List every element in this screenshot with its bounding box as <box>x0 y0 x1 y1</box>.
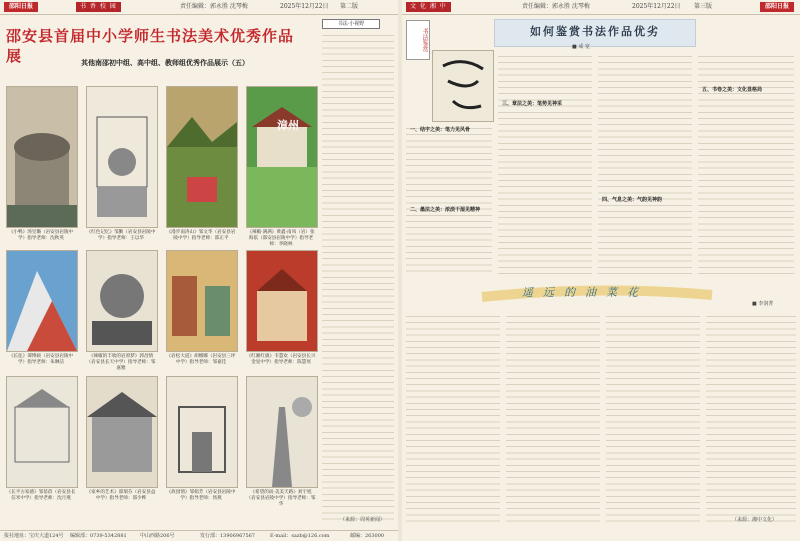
artwork-1-caption: 《小鸭》汤昱璐（岩安县岩陵中学）指导老师：沈秋英 <box>8 230 74 241</box>
header-date: 2025年12月22日 <box>632 3 681 10</box>
header-editor: 责任编辑：郭永胜 沈琴梅 <box>522 3 590 10</box>
section-tag: 书 香 校 园 <box>76 2 121 12</box>
artwork-12-caption: 《希望的雨·美美天路》刘宇旭（岩安县岩陵中学）指导老师：邹华 <box>246 490 316 507</box>
pencil-sketch-icon <box>7 377 77 487</box>
artwork-8-caption: 《红湘红旗》韦慧欢（岩安县长兴金星中学）指导老师：陈慧瑶 <box>246 354 316 365</box>
poem-column-2 <box>506 312 600 527</box>
calligraphy-image <box>432 50 494 122</box>
building-illustration-icon <box>7 87 77 227</box>
article-source: （来源：湘中文化） <box>732 517 778 523</box>
page-title: 邵安县首届中小学师生书法美术优秀作品展 <box>6 27 295 65</box>
poem-column-1 <box>406 312 500 527</box>
newspaper-logo: 邵阳日报 <box>4 2 38 12</box>
road-sketch-icon <box>247 377 317 487</box>
artwork-9 <box>6 376 78 488</box>
artwork-11-caption: 《故园情》邹娟芳（岩安县岩陵中学）指导老师：汤燕 <box>166 490 236 501</box>
sidebar-source: （来源：周英新闻） <box>340 517 386 523</box>
old-house-sketch-icon <box>87 377 157 487</box>
article-column-1 <box>498 52 592 274</box>
artwork-10-caption: 《家乡的艺术》邵瑞芬（岩安县益中学）指导老师：邵少桦 <box>86 490 156 501</box>
poem-author: ■ 李润菁 <box>752 301 774 307</box>
footer-email: E-mail：sazb@126.com <box>270 533 330 539</box>
artwork-1 <box>6 86 78 228</box>
section-tag: 文 化 湘 中 <box>406 2 451 12</box>
artwork-5-caption: 《长征》谭博硕（岩安县岩陵中学）指导老师：朱琳洁 <box>8 354 74 365</box>
article-column-2 <box>598 52 692 274</box>
footer-print: 中山西路206号 <box>140 533 175 539</box>
artwork-3 <box>166 86 238 228</box>
footer-postcode: 邮编：263000 <box>350 533 385 539</box>
section-heading-2: 二、墨法之美：浓淡干湿见精神 <box>410 207 481 213</box>
footer-address: 报社地址：宝庆大道124号 <box>4 533 64 539</box>
header-date: 2025年12月22日 <box>280 3 329 10</box>
artwork-6-caption: 《辣椒的丰收的岩原梦》郭昌情（岩安县长天中学）指导老师：邹嘉雅 <box>86 354 156 371</box>
gate-sketch-icon <box>167 377 237 487</box>
footer-distribution: 发行部：13906967567 <box>200 533 255 539</box>
section-heading-4: 四、气息之美：气韵见神韵 <box>602 197 663 203</box>
artwork-5 <box>6 250 78 352</box>
artwork-2-caption: 《红色记忆》邹勤（岩安县岩陵中学）指导老师：王以华 <box>86 230 156 241</box>
artwork-7 <box>166 250 238 352</box>
artwork-2 <box>86 86 158 228</box>
article-title-box <box>494 19 696 47</box>
artwork-7-caption: 《岩松大道》胡娜娜（岩安县三坪中学）指导老师：邹嘉佳 <box>166 354 236 365</box>
footer-editorial: 编辑部：0739-5342881 <box>70 533 127 539</box>
sidebar-article-text <box>322 31 394 521</box>
artwork-12 <box>246 376 318 488</box>
side-tag: 书法鉴赏 <box>406 20 430 60</box>
landscape-illustration-icon <box>167 87 237 227</box>
ink-sketch-icon <box>87 251 157 351</box>
poem-banner <box>482 283 712 305</box>
header-page: 第三版 <box>694 3 713 10</box>
left-page <box>0 0 398 541</box>
section-heading-1: 一、结字之美：笔力见风骨 <box>410 127 471 133</box>
artwork-10 <box>86 376 158 488</box>
article-title: 如何鉴赏书法作品优劣 <box>530 25 660 38</box>
article-author: ■ 成 宽 <box>572 44 590 50</box>
mountain-illustration-icon <box>7 251 77 351</box>
village-illustration-icon <box>247 87 317 227</box>
page-header <box>402 0 800 15</box>
red-flag-illustration-icon <box>247 251 317 351</box>
artwork-4 <box>246 86 318 228</box>
page-subtitle: 其他南邵初中组、高中组、教师组优秀作品展示（五） <box>81 58 249 67</box>
header-editor: 责任编辑：郭永胜 沈琴梅 <box>180 3 248 10</box>
page-header <box>0 0 398 15</box>
section-heading-5: 五、书卷之美：文化显格局 <box>702 87 763 93</box>
right-page <box>402 0 800 541</box>
artwork-8 <box>246 250 318 352</box>
artwork-9-caption: 《长平古家感》邹蓓蓓（岩安县长信米中学）指导老师：沈月燕 <box>6 490 76 501</box>
section-heading-3: 三、章法之美：笔势见神采 <box>502 101 563 107</box>
page-footer <box>0 530 398 541</box>
artwork-4-caption: 《辣椒·满满》黄鑫·南凤（岩）张海依（邵安县岩陵中学）指导老师：李晓林 <box>247 230 315 247</box>
street-illustration-icon <box>167 251 237 351</box>
artwork-6 <box>86 250 158 352</box>
calligraphy-strokes-icon <box>433 51 493 121</box>
poem-column-4 <box>706 312 796 527</box>
poem-title: 遥远的油菜花 <box>522 286 648 299</box>
header-page: 第二版 <box>340 3 359 10</box>
poem-column-3 <box>606 312 700 527</box>
sketch-illustration-icon <box>87 87 157 227</box>
sidebar-title: 书法·小视野 <box>322 19 380 29</box>
article-column-0 <box>406 124 492 274</box>
artwork-3-caption: 《漫步南涛山》邹文华（岩安县岩陵中学）指导老师：邵正平 <box>166 230 236 241</box>
artwork-11 <box>166 376 238 488</box>
artwork-4-inscription: 漳州 <box>277 119 299 132</box>
newspaper-logo: 邵阳日报 <box>760 2 794 12</box>
